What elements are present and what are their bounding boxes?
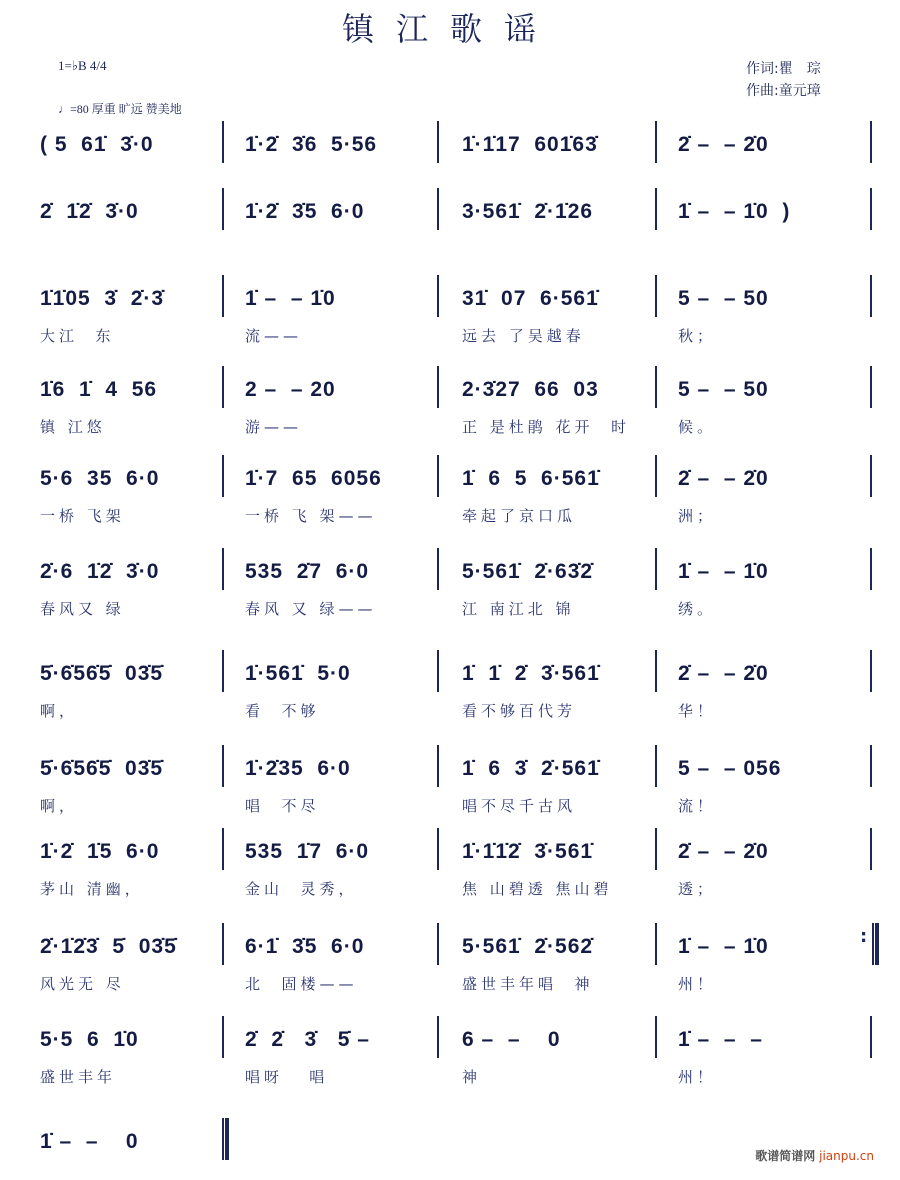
barline <box>437 923 439 965</box>
measure-notes: 535 1̇7 6·0 <box>245 840 370 863</box>
barline <box>437 1016 439 1058</box>
measure-notes: 1̇ 6 5 6·561̇ <box>462 467 600 490</box>
barline <box>437 188 439 230</box>
measure-notes: ( 5 61̇ 3̇·0 <box>40 133 154 156</box>
watermark <box>755 1147 874 1164</box>
measure-notes: 2̇ 2̇ 3̇ 5̇ – <box>245 1028 370 1051</box>
measure-lyrics: 唱 不尽 <box>245 797 320 815</box>
barline <box>222 745 224 787</box>
measure-notes: 5̇·6̇56̇5̇ 03̇5̇ <box>40 757 164 780</box>
barline <box>222 121 224 163</box>
barline <box>872 923 879 965</box>
barline <box>222 548 224 590</box>
barline <box>222 650 224 692</box>
barline <box>222 275 224 317</box>
measure-notes: 1̇6 1̇ 4 56 <box>40 378 158 401</box>
measure-notes: 1̇ 1̇ 2̇ 3̇·561̇ <box>462 662 600 685</box>
measure-lyrics: 啊， <box>40 702 79 720</box>
measure-lyrics: 金山 灵秀， <box>245 880 358 898</box>
measure-lyrics: 风光无 尽 <box>40 975 125 993</box>
measure-lyrics: 茅山 清幽， <box>40 880 144 898</box>
measure-lyrics: 候。 <box>678 418 717 436</box>
measure-lyrics: 洲； <box>678 507 717 525</box>
barline <box>437 650 439 692</box>
barline <box>655 745 657 787</box>
composer-credit: 作曲:童元璋 <box>746 83 821 99</box>
score-line <box>0 560 900 640</box>
measure-lyrics: 镇 江悠 <box>40 418 106 436</box>
score-line <box>0 467 900 547</box>
measure-lyrics: 透； <box>678 880 717 898</box>
measure-notes: 1̇·2̇ 1̇5 6·0 <box>40 840 160 863</box>
measure-notes: 31̇ 07 6·561̇ <box>462 287 599 310</box>
final-barline <box>222 1118 229 1160</box>
measure-notes: 2̇ – – 2̇0 <box>678 662 769 685</box>
measure-notes: 2 – – 20 <box>245 378 336 401</box>
measure-lyrics: 唱呀 唱 <box>245 1068 329 1086</box>
barline <box>655 1016 657 1058</box>
barline <box>870 366 872 408</box>
measure-notes: 5 – – 056 <box>678 757 782 780</box>
measure-notes: 1̇·561̇ 5·0 <box>245 662 351 685</box>
barline <box>655 275 657 317</box>
measure-lyrics: 盛世丰年 <box>40 1068 117 1086</box>
measure-notes: 5̇·6̇56̇5̇ 03̇5̇ <box>40 662 164 685</box>
measure-notes: 2̇ – – 2̇0 <box>678 840 769 863</box>
measure-notes: 1̇·2̇35 6·0 <box>245 757 351 780</box>
measure-notes: 6·1̇ 3̇5 6·0 <box>245 935 365 958</box>
barline <box>870 121 872 163</box>
measure-notes: 5·6 35 6·0 <box>40 467 160 490</box>
barline <box>655 828 657 870</box>
score-line <box>0 662 900 742</box>
score-line <box>0 926 900 1015</box>
score-line <box>0 378 900 458</box>
measure-lyrics: 流—— <box>245 327 303 345</box>
measure-lyrics: 正 是杜鹃 花开 时 <box>462 418 631 436</box>
barline <box>222 923 224 965</box>
measure-notes: 1̇·1̇17 601̇63̇ <box>462 133 598 156</box>
barline <box>437 121 439 163</box>
measure-lyrics: 看不够百代芳 <box>462 702 577 720</box>
tempo-marking: ♩=80 厚重 旷远 赞美地 <box>58 102 182 116</box>
measure-notes: 5·561̇ 2̇·562̇ <box>462 935 594 958</box>
score-line <box>0 200 900 280</box>
measure-lyrics: 唱不尽千古风 <box>462 797 577 815</box>
measure-notes: 1̇ 6 3̇ 2̇·561̇ <box>462 757 600 780</box>
measure-notes: 2̇ 1̇2̇ 3̇·0 <box>40 200 139 223</box>
measure-notes: 2̇·1̇2̇3̇ 5̇ 03̇5̇ <box>40 935 177 958</box>
measure-notes: 1̇ – – 0 <box>40 1130 139 1153</box>
barline <box>870 828 872 870</box>
barline <box>870 275 872 317</box>
measure-lyrics: 焦 山碧透 焦山碧 <box>462 880 613 898</box>
measure-lyrics: 啊， <box>40 797 79 815</box>
barline <box>437 828 439 870</box>
measure-lyrics: 春风又 绿 <box>40 600 125 618</box>
barline <box>437 745 439 787</box>
barline <box>222 455 224 497</box>
barline <box>870 188 872 230</box>
barline <box>437 275 439 317</box>
repeat-sign: : <box>860 926 868 947</box>
measure-notes: 1̇ – – 1̇0 <box>245 287 336 310</box>
measure-lyrics: 神 <box>462 1068 482 1086</box>
measure-notes: 3·561̇ 2̇·1̇26 <box>462 200 594 223</box>
measure-lyrics: 一桥 飞架 <box>40 507 125 525</box>
measure-lyrics: 大江 东 <box>40 327 115 345</box>
score-line <box>0 1028 900 1108</box>
barline <box>870 548 872 590</box>
measure-notes: 2·3̇27 66 03 <box>462 378 599 401</box>
measure-notes: 1̇1̇05 3̇ 2̇·3̇ <box>40 287 165 310</box>
barline <box>655 455 657 497</box>
measure-lyrics: 北 固楼—— <box>245 975 358 993</box>
song-title: 镇江歌谣 <box>341 10 558 48</box>
measure-notes: 535 2̇7 6·0 <box>245 560 370 583</box>
measure-lyrics: 绣。 <box>678 600 717 618</box>
measure-lyrics: 牵起了京口瓜 <box>462 507 577 525</box>
barline <box>222 1016 224 1058</box>
measure-notes: 1̇·7 65 6056 <box>245 467 382 490</box>
measure-notes: 2̇·6 1̇2̇ 3̇·0 <box>40 560 160 583</box>
measure-lyrics: 盛世丰年唱 神 <box>462 975 594 993</box>
measure-lyrics: 远去 了吴越春 <box>462 327 585 345</box>
measure-notes: 5·561̇ 2̇·63̇2̇ <box>462 560 594 583</box>
measure-notes: 1̇ – – – <box>678 1028 763 1051</box>
measure-notes: 1̇ – – 1̇0 <box>678 935 769 958</box>
barline <box>870 650 872 692</box>
measure-lyrics: 春风 又 绿—— <box>245 600 377 618</box>
watermark-site: jianpu.cn <box>819 1149 874 1163</box>
score-line <box>0 840 900 920</box>
measure-notes: 5 – – 50 <box>678 378 769 401</box>
measure-notes: 5·5 6 1̇0 <box>40 1028 139 1051</box>
measure-notes: 6 – – 0 <box>462 1028 561 1051</box>
barline <box>437 366 439 408</box>
barline <box>655 121 657 163</box>
measure-notes: 5 – – 50 <box>678 287 769 310</box>
watermark-text: 歌谱简谱网 <box>755 1149 816 1163</box>
key-time-signature: 1=♭B 4/4 <box>58 58 107 73</box>
barline <box>655 188 657 230</box>
measure-notes: 1̇·1̇1̇2̇ 3̇·561̇ <box>462 840 594 863</box>
barline <box>870 455 872 497</box>
measure-lyrics: 游—— <box>245 418 303 436</box>
measure-lyrics: 流！ <box>678 797 717 815</box>
measure-notes: 1̇ – – 1̇0 ) <box>678 200 791 223</box>
measure-lyrics: 秋； <box>678 327 717 345</box>
barline <box>870 745 872 787</box>
barline <box>222 366 224 408</box>
barline <box>222 188 224 230</box>
lyricist-credit: 作词:瞿 琮 <box>746 61 821 77</box>
score-line <box>0 757 900 837</box>
measure-notes: 2̇ – – 2̇0 <box>678 133 769 156</box>
measure-lyrics: 华！ <box>678 702 717 720</box>
measure-notes: 1̇·2̇ 3̇6 5·56 <box>245 133 378 156</box>
measure-lyrics: 州！ <box>678 975 717 993</box>
measure-lyrics: 一桥 飞 架—— <box>245 507 377 525</box>
measure-notes: 1̇ – – 1̇0 <box>678 560 769 583</box>
barline <box>655 548 657 590</box>
measure-lyrics: 看 不够 <box>245 702 320 720</box>
score-line <box>0 287 900 367</box>
measure-notes: 2̇ – – 2̇0 <box>678 467 769 490</box>
barline <box>655 650 657 692</box>
barline <box>870 1016 872 1058</box>
barline <box>655 923 657 965</box>
barline <box>222 828 224 870</box>
barline <box>655 366 657 408</box>
measure-lyrics: 州！ <box>678 1068 717 1086</box>
barline <box>437 548 439 590</box>
measure-lyrics: 江 南江北 锦 <box>462 600 575 618</box>
measure-notes: 1̇·2̇ 3̇5 6·0 <box>245 200 365 223</box>
barline <box>437 455 439 497</box>
